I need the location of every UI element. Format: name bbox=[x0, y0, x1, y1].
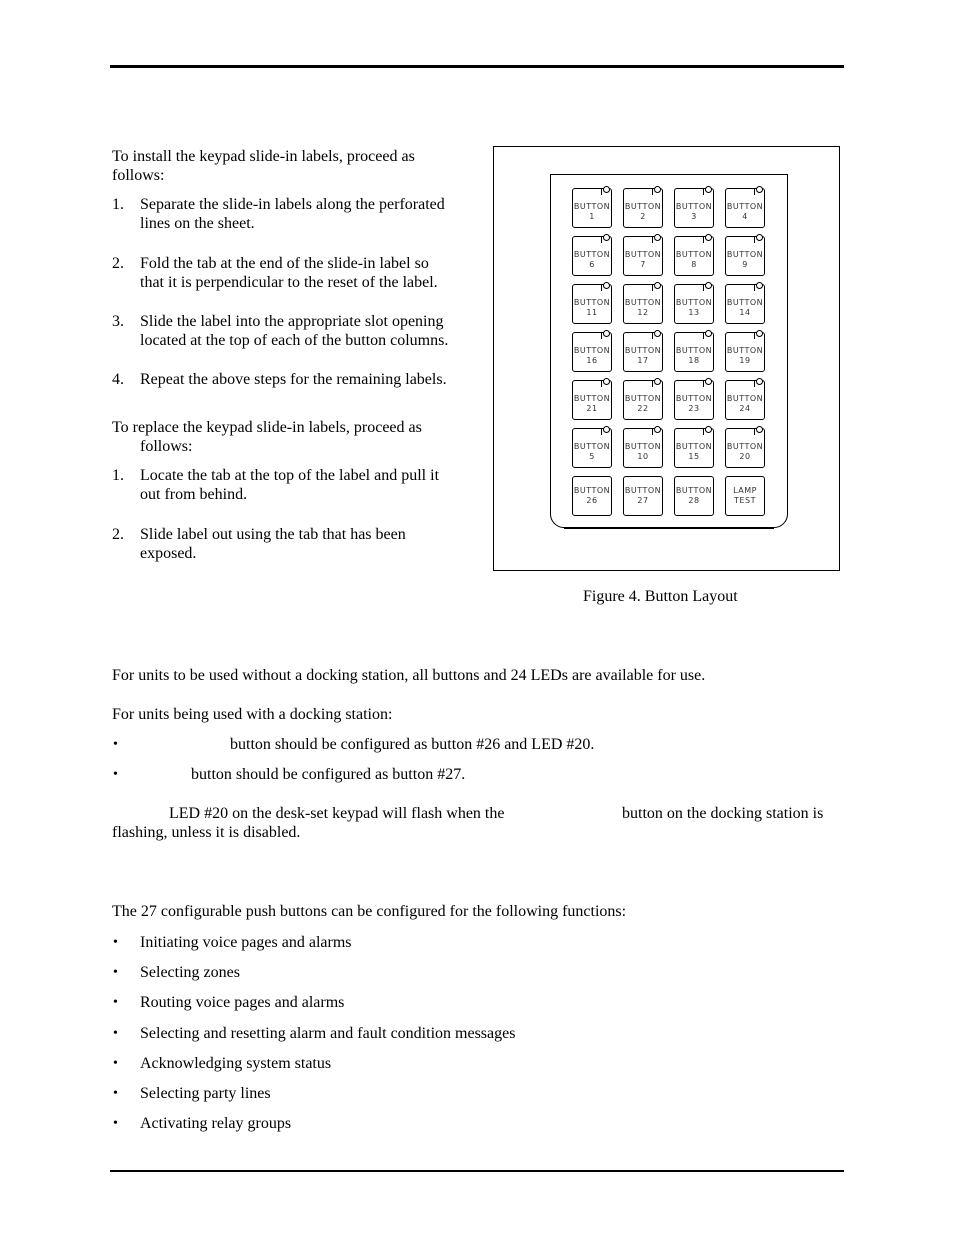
step-number: 1. bbox=[112, 196, 124, 213]
led-indicator bbox=[603, 282, 610, 289]
keypad-button bbox=[674, 284, 714, 324]
keypad-button bbox=[674, 236, 714, 276]
button-label-line: 1 bbox=[589, 212, 595, 221]
label-slot bbox=[677, 284, 704, 291]
install-intro: To install the keypad slide-in labels, proceed as bbox=[112, 148, 415, 165]
label-slot bbox=[728, 236, 755, 243]
bullet-marker: • bbox=[113, 1086, 118, 1101]
button-label-line: BUTTON bbox=[726, 202, 764, 211]
bullet-marker: • bbox=[113, 965, 118, 980]
label-slot bbox=[626, 236, 653, 243]
header-rule bbox=[110, 65, 844, 68]
button-label-line: 20 bbox=[739, 452, 751, 461]
function-item: Activating relay groups bbox=[140, 1115, 292, 1132]
button-label-line: 16 bbox=[586, 356, 598, 365]
button-label-line: 15 bbox=[688, 452, 700, 461]
button-label-line: BUTTON bbox=[624, 394, 662, 403]
step-number: 3. bbox=[112, 313, 124, 330]
button-label-line: 13 bbox=[688, 308, 700, 317]
label-slot bbox=[626, 428, 653, 435]
keypad-button bbox=[725, 236, 765, 276]
led-indicator bbox=[603, 426, 610, 433]
button-label-line: 22 bbox=[637, 404, 649, 413]
label-slot bbox=[575, 188, 602, 195]
step-number: 4. bbox=[112, 371, 124, 388]
step-text: out from behind. bbox=[140, 486, 248, 503]
button-label-line: 4 bbox=[742, 212, 748, 221]
bullet-marker: • bbox=[113, 767, 118, 782]
button-label-line: 28 bbox=[688, 496, 700, 505]
keypad-button bbox=[572, 284, 612, 324]
button-label-line: BUTTON bbox=[624, 442, 662, 451]
button-label-line: BUTTON bbox=[675, 346, 713, 355]
label-slot bbox=[677, 428, 704, 435]
step-text: Locate the tab at the top of the label and pull it bbox=[140, 467, 440, 484]
button-label-line: 8 bbox=[691, 260, 697, 269]
button-label-line: BUTTON bbox=[726, 394, 764, 403]
keypad-button bbox=[674, 332, 714, 372]
footer-rule bbox=[110, 1170, 844, 1172]
led-indicator bbox=[603, 378, 610, 385]
button-label-line: BUTTON bbox=[624, 250, 662, 259]
button-label-line: BUTTON bbox=[675, 486, 713, 495]
keypad-button bbox=[572, 476, 612, 516]
docking-without-text: For units to be used without a docking station, all buttons and 24 LEDs are available for use. bbox=[112, 667, 706, 684]
led-indicator bbox=[705, 282, 712, 289]
keypad-button bbox=[674, 428, 714, 468]
button-label-line: 10 bbox=[637, 452, 649, 461]
button-label-line: 19 bbox=[739, 356, 751, 365]
led-indicator bbox=[603, 186, 610, 193]
keypad-button bbox=[725, 284, 765, 324]
button-label-line: BUTTON bbox=[726, 346, 764, 355]
keypad-button bbox=[623, 428, 663, 468]
label-slot bbox=[575, 380, 602, 387]
step-number: 1. bbox=[112, 467, 124, 484]
label-slot bbox=[677, 332, 704, 339]
led-indicator bbox=[756, 426, 763, 433]
bullet-marker: • bbox=[113, 737, 118, 752]
button-label-line: BUTTON bbox=[573, 346, 611, 355]
button-label-line: BUTTON bbox=[624, 298, 662, 307]
keypad-button bbox=[623, 380, 663, 420]
button-label-line: BUTTON bbox=[573, 394, 611, 403]
button-label-line: BUTTON bbox=[573, 202, 611, 211]
label-slot bbox=[626, 380, 653, 387]
replace-intro: To replace the keypad slide-in labels, proceed as bbox=[112, 419, 422, 436]
keypad-button bbox=[572, 428, 612, 468]
button-label-line: 18 bbox=[688, 356, 700, 365]
keypad-button bbox=[725, 428, 765, 468]
docking-bullet-text: button should be configured as button #27. bbox=[191, 766, 466, 783]
label-slot bbox=[626, 332, 653, 339]
button-label-line: BUTTON bbox=[624, 486, 662, 495]
button-label-line: 17 bbox=[637, 356, 649, 365]
button-label-line: 23 bbox=[688, 404, 700, 413]
led-indicator bbox=[654, 330, 661, 337]
keypad-button bbox=[623, 476, 663, 516]
docking-note-part1: LED #20 on the desk-set keypad will flash when the bbox=[169, 805, 505, 822]
button-label-line: BUTTON bbox=[675, 202, 713, 211]
function-item: Initiating voice pages and alarms bbox=[140, 934, 352, 951]
label-slot bbox=[677, 236, 704, 243]
docking-note-line2: flashing, unless it is disabled. bbox=[112, 824, 301, 841]
label-slot bbox=[728, 380, 755, 387]
keypad-button bbox=[623, 236, 663, 276]
bullet-marker: • bbox=[113, 935, 118, 950]
label-slot bbox=[728, 332, 755, 339]
button-label-line: BUTTON bbox=[573, 250, 611, 259]
button-label-line: 2 bbox=[640, 212, 646, 221]
step-text: that it is perpendicular to the reset of the label. bbox=[140, 274, 438, 291]
button-label-line: TEST bbox=[734, 496, 756, 505]
led-indicator bbox=[756, 330, 763, 337]
led-indicator bbox=[705, 330, 712, 337]
keypad-button bbox=[623, 332, 663, 372]
keypad-button bbox=[725, 476, 765, 516]
button-label-line: BUTTON bbox=[675, 442, 713, 451]
button-label-line: BUTTON bbox=[726, 298, 764, 307]
led-indicator bbox=[705, 426, 712, 433]
step-text: Slide label out using the tab that has been bbox=[140, 526, 406, 543]
bullet-marker: • bbox=[113, 1116, 118, 1131]
button-label-line: BUTTON bbox=[573, 486, 611, 495]
button-label-line: 26 bbox=[586, 496, 598, 505]
functions-intro: The 27 configurable push buttons can be configured for the following functions: bbox=[112, 903, 627, 920]
led-indicator bbox=[654, 186, 661, 193]
label-slot bbox=[677, 380, 704, 387]
label-slot bbox=[575, 284, 602, 291]
led-indicator bbox=[654, 426, 661, 433]
button-label-line: 11 bbox=[586, 308, 598, 317]
button-label-line: LAMP bbox=[733, 486, 757, 495]
keypad-button bbox=[572, 236, 612, 276]
install-intro-cont: follows: bbox=[112, 167, 165, 184]
step-text: Slide the label into the appropriate slot opening bbox=[140, 313, 444, 330]
bullet-marker: • bbox=[113, 995, 118, 1010]
label-slot bbox=[575, 332, 602, 339]
function-item: Routing voice pages and alarms bbox=[140, 994, 345, 1011]
button-label-line: 3 bbox=[691, 212, 697, 221]
keypad-button bbox=[725, 332, 765, 372]
led-indicator bbox=[705, 378, 712, 385]
led-indicator bbox=[756, 378, 763, 385]
step-text: exposed. bbox=[140, 545, 197, 562]
label-slot bbox=[575, 236, 602, 243]
replace-intro-cont: follows: bbox=[140, 438, 193, 455]
step-text: Repeat the above steps for the remaining labels. bbox=[140, 371, 447, 388]
button-label-line: 7 bbox=[640, 260, 646, 269]
keypad-button bbox=[674, 188, 714, 228]
keypad-button bbox=[674, 476, 714, 516]
button-label-line: BUTTON bbox=[573, 298, 611, 307]
step-text: Fold the tab at the end of the slide-in label so bbox=[140, 255, 429, 272]
step-text: Separate the slide-in labels along the perforated bbox=[140, 196, 445, 213]
docking-note-part2: button on the docking station is bbox=[622, 805, 824, 822]
bullet-marker: • bbox=[113, 1056, 118, 1071]
led-indicator bbox=[654, 282, 661, 289]
step-text: lines on the sheet. bbox=[140, 215, 255, 232]
led-indicator bbox=[603, 234, 610, 241]
keypad-button bbox=[725, 188, 765, 228]
button-label-line: BUTTON bbox=[726, 250, 764, 259]
button-label-line: 24 bbox=[739, 404, 751, 413]
button-label-line: 27 bbox=[637, 496, 649, 505]
docking-with-intro: For units being used with a docking station: bbox=[112, 706, 393, 723]
button-label-line: 14 bbox=[739, 308, 751, 317]
button-label-line: BUTTON bbox=[726, 442, 764, 451]
led-indicator bbox=[654, 378, 661, 385]
figure-caption: Figure 4. Button Layout bbox=[583, 588, 738, 605]
step-number: 2. bbox=[112, 526, 124, 543]
step-number: 2. bbox=[112, 255, 124, 272]
keypad-button bbox=[725, 380, 765, 420]
led-indicator bbox=[705, 234, 712, 241]
button-label-line: BUTTON bbox=[624, 202, 662, 211]
label-slot bbox=[626, 188, 653, 195]
button-label-line: BUTTON bbox=[675, 394, 713, 403]
label-slot bbox=[728, 284, 755, 291]
label-slot bbox=[728, 188, 755, 195]
led-indicator bbox=[756, 282, 763, 289]
button-label-line: 5 bbox=[589, 452, 595, 461]
docking-bullet-text: button should be configured as button #26 and LED #20. bbox=[230, 736, 595, 753]
led-indicator bbox=[756, 186, 763, 193]
led-indicator bbox=[654, 234, 661, 241]
button-label-line: 6 bbox=[589, 260, 595, 269]
button-label-line: 9 bbox=[742, 260, 748, 269]
button-label-line: BUTTON bbox=[624, 346, 662, 355]
label-slot bbox=[575, 428, 602, 435]
keypad-button bbox=[623, 284, 663, 324]
keypad-button bbox=[674, 380, 714, 420]
bullet-marker: • bbox=[113, 1026, 118, 1041]
button-label-line: BUTTON bbox=[573, 442, 611, 451]
button-label-line: BUTTON bbox=[675, 250, 713, 259]
function-item: Acknowledging system status bbox=[140, 1055, 332, 1072]
step-text: located at the top of each of the button columns. bbox=[140, 332, 449, 349]
led-indicator bbox=[705, 186, 712, 193]
keypad-button bbox=[572, 380, 612, 420]
button-label-line: BUTTON bbox=[675, 298, 713, 307]
keypad-base-line bbox=[564, 526, 774, 529]
function-item: Selecting party lines bbox=[140, 1085, 271, 1102]
label-slot bbox=[728, 428, 755, 435]
button-label-line: 12 bbox=[637, 308, 649, 317]
label-slot bbox=[626, 284, 653, 291]
keypad-button bbox=[572, 332, 612, 372]
label-slot bbox=[677, 188, 704, 195]
keypad-button bbox=[623, 188, 663, 228]
led-indicator bbox=[603, 330, 610, 337]
function-item: Selecting and resetting alarm and fault condition messages bbox=[140, 1025, 516, 1042]
led-indicator bbox=[756, 234, 763, 241]
function-item: Selecting zones bbox=[140, 964, 240, 981]
keypad-button bbox=[572, 188, 612, 228]
button-label-line: 21 bbox=[586, 404, 598, 413]
